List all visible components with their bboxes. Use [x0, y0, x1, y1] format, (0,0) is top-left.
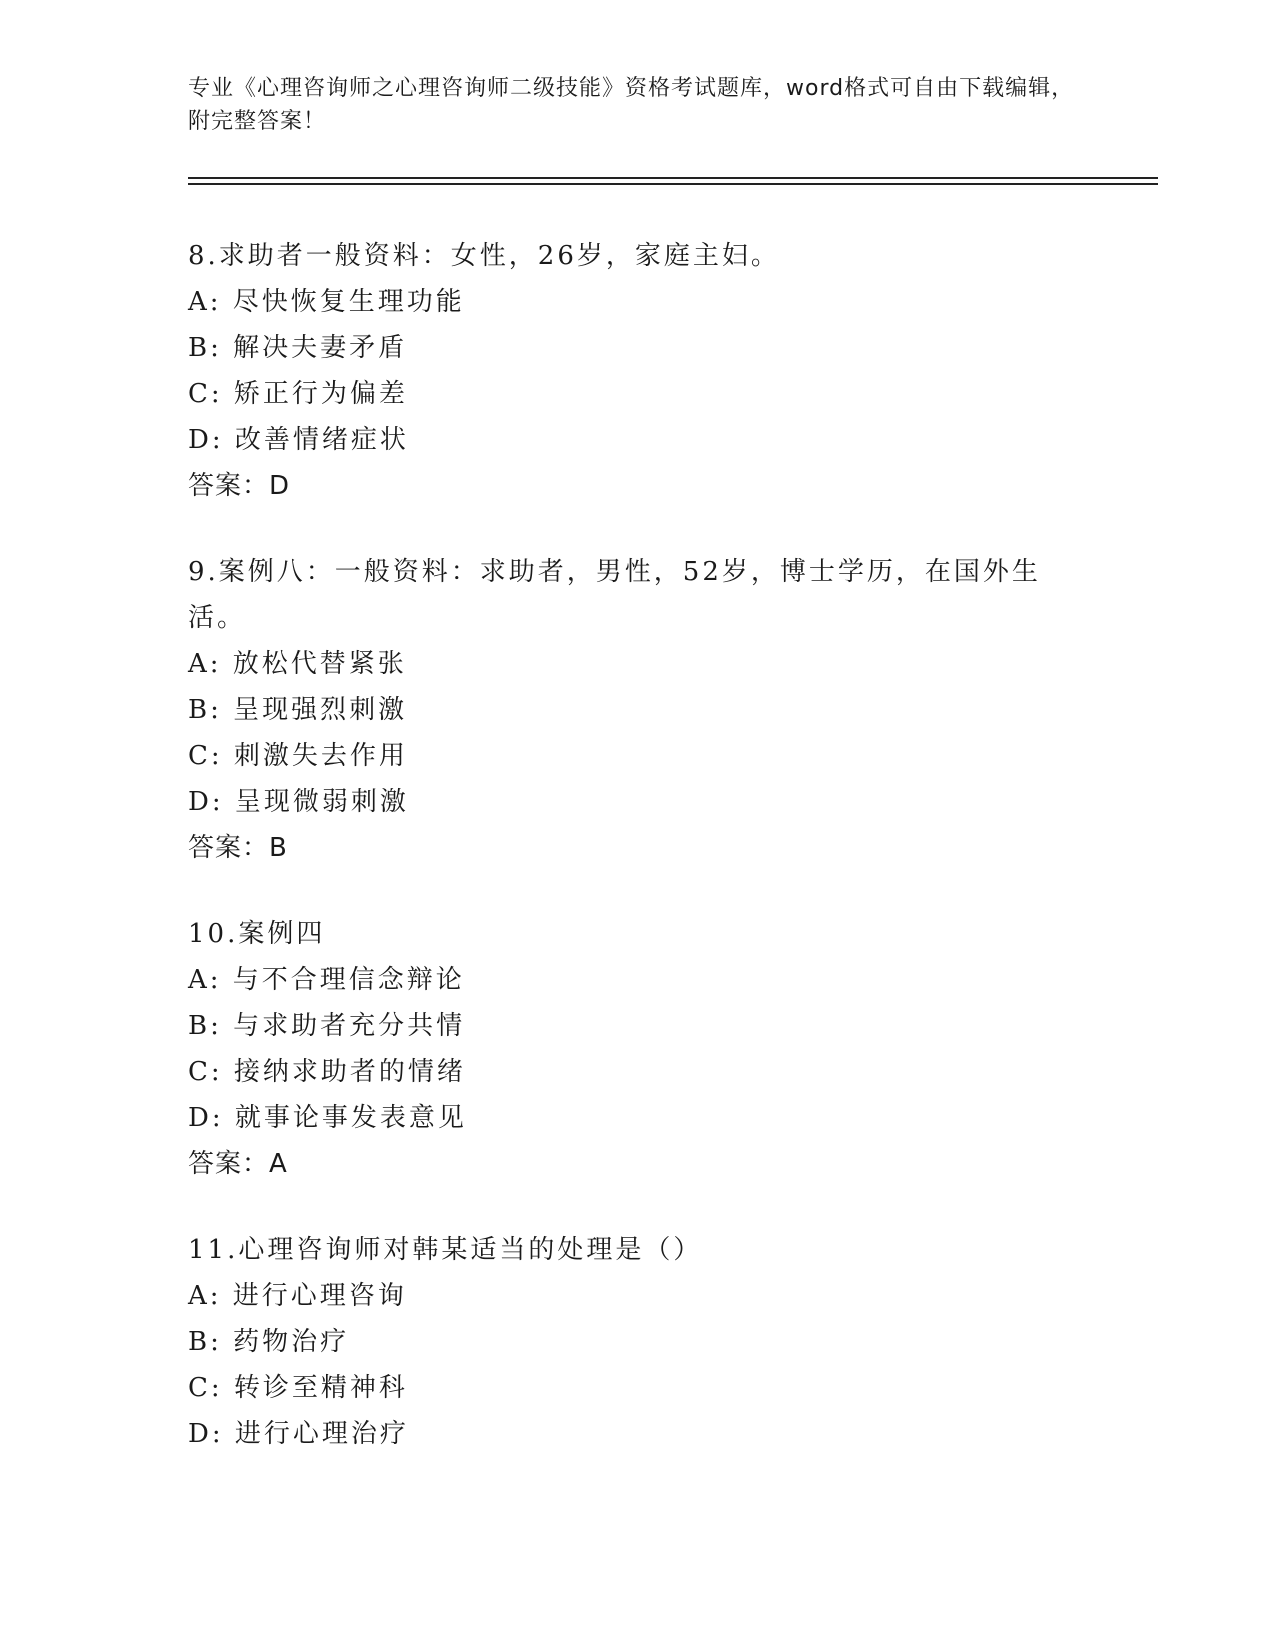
question-stem: 8.求助者一般资料：女性，26岁，家庭主妇。 [188, 241, 780, 271]
header-divider-top [188, 177, 1158, 179]
option-c: C: 刺激失去作用 [188, 741, 408, 771]
question-list [188, 233, 1088, 1497]
question-9 [188, 549, 1088, 871]
option-d: D: 改善情绪症状 [188, 425, 409, 455]
question-stem: 10.案例四 [188, 919, 326, 949]
option-c: C: 接纳求助者的情绪 [188, 1057, 466, 1087]
answer: 答案：A [188, 1149, 288, 1179]
option-c: C: 转诊至精神科 [188, 1373, 408, 1403]
option-a: A: 进行心理咨询 [188, 1281, 407, 1311]
option-d: D: 就事论事发表意见 [188, 1103, 467, 1133]
header-divider-bottom [188, 183, 1158, 185]
answer: 答案：B [188, 833, 288, 863]
document-header: 专业《心理咨询师之心理咨询师二级技能》资格考试题库，word格式可自由下载编辑，附完整答案！ [188, 76, 1075, 134]
option-b: B: 与求助者充分共情 [188, 1011, 466, 1041]
answer: 答案：D [188, 471, 291, 501]
option-a: A: 与不合理信念辩论 [188, 965, 465, 995]
question-stem: 11.心理咨询师对韩某适当的处理是（） [188, 1235, 703, 1265]
option-b: B: 解决夫妻矛盾 [188, 333, 408, 363]
option-c: C: 矫正行为偏差 [188, 379, 408, 409]
question-10 [188, 911, 1088, 1187]
question-11 [188, 1227, 1088, 1457]
option-b: B: 呈现强烈刺激 [188, 695, 408, 725]
option-d: D: 进行心理治疗 [188, 1419, 409, 1449]
question-8 [188, 233, 1088, 509]
option-b: B: 药物治疗 [188, 1327, 350, 1357]
option-d: D: 呈现微弱刺激 [188, 787, 409, 817]
option-a: A: 尽快恢复生理功能 [188, 287, 465, 317]
question-stem: 9.案例八：一般资料：求助者，男性，52岁，博士学历，在国外生活。 [188, 557, 1041, 633]
option-a: A: 放松代替紧张 [188, 649, 407, 679]
